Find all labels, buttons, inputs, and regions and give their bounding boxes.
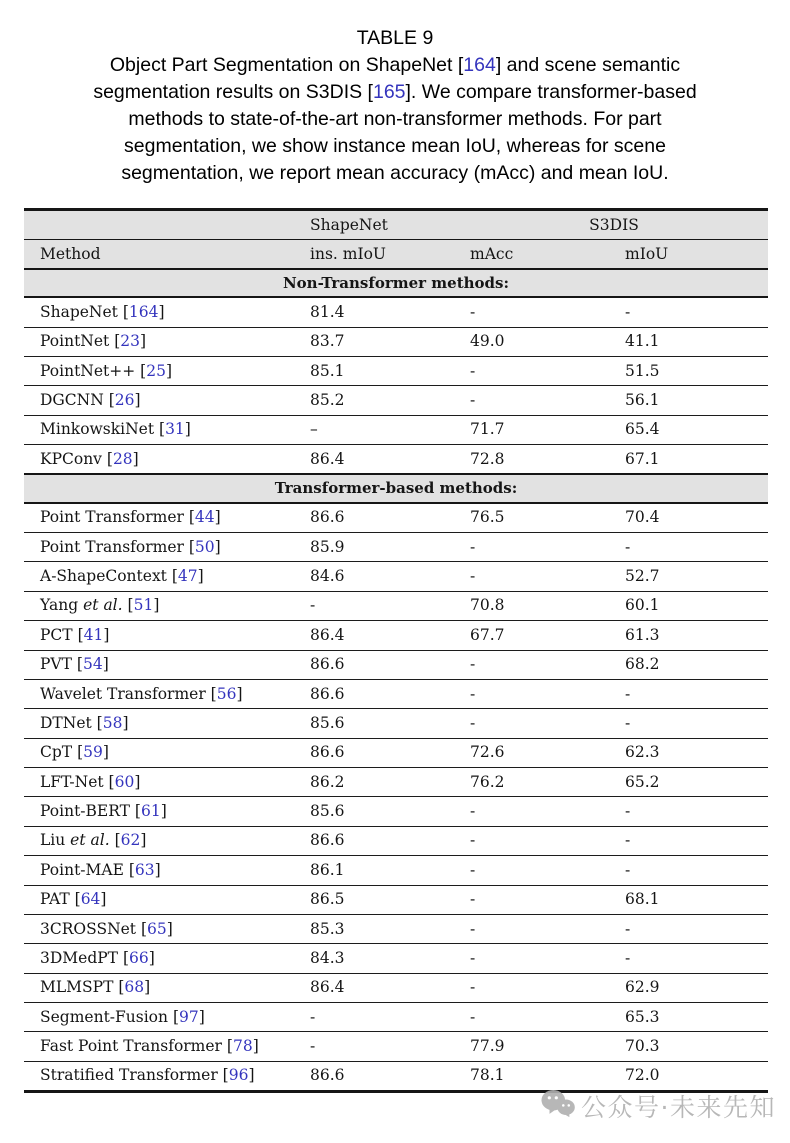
table-row (24, 768, 768, 797)
value-cell: 86.4 (300, 445, 460, 475)
value-cell: - (615, 533, 768, 562)
method-cell: Point-BERT [61] (24, 797, 300, 826)
value-cell: 85.1 (300, 356, 460, 385)
value-cell: - (300, 591, 460, 620)
table-head (24, 210, 768, 270)
value-cell: 65.3 (615, 1003, 768, 1032)
table-row (24, 973, 768, 1002)
value-cell: - (460, 914, 615, 943)
method-cell: CpT [59] (24, 738, 300, 767)
value-cell: 83.7 (300, 327, 460, 356)
table-row (24, 621, 768, 650)
watermark-text: 公众号·未来先知 (581, 1093, 776, 1122)
value-cell: - (460, 826, 615, 855)
method-cell: Point Transformer [44] (24, 503, 300, 533)
value-cell: 49.0 (460, 327, 615, 356)
table-row (24, 826, 768, 855)
watermark (541, 1088, 776, 1124)
value-cell: 68.2 (615, 650, 768, 679)
method-etal: et al. (70, 831, 110, 850)
table-row (24, 856, 768, 885)
method-cell: Wavelet Transformer [56] (24, 679, 300, 708)
value-cell: 86.1 (300, 856, 460, 885)
value-cell: - (460, 297, 615, 327)
value-cell: 68.1 (615, 885, 768, 914)
method-cell: Segment-Fusion [97] (24, 1003, 300, 1032)
method-cell: DTNet [58] (24, 709, 300, 738)
table-row (24, 297, 768, 327)
citation-link[interactable]: 26 (114, 391, 135, 409)
citation-link[interactable]: 68 (124, 978, 145, 997)
method-cell: PAT [64] (24, 885, 300, 914)
citation-link[interactable]: 51 (133, 596, 154, 615)
table-caption (11, 25, 779, 187)
method-cell: 3CROSSNet [65] (24, 914, 300, 943)
section-title: Transformer-based methods: (24, 474, 768, 502)
citation-link[interactable]: 59 (83, 743, 103, 762)
method-cell: PointNet [23] (24, 327, 300, 356)
table-row (24, 797, 768, 826)
method-cell: PVT [54] (24, 650, 300, 679)
value-cell: 67.7 (460, 621, 615, 650)
citation-link[interactable]: 64 (80, 890, 101, 909)
citation-link[interactable]: 50 (194, 537, 215, 556)
value-cell: 86.4 (300, 973, 460, 1002)
value-cell: 70.3 (615, 1032, 768, 1061)
value-cell: 41.1 (615, 327, 768, 356)
value-cell: 86.6 (300, 503, 460, 533)
value-cell: - (460, 562, 615, 591)
column-header-ins-miou: ins. mIoU (300, 240, 460, 270)
citation-link[interactable]: 41 (83, 625, 104, 644)
table-row (24, 591, 768, 620)
table-row (24, 944, 768, 973)
table-row (24, 356, 768, 385)
method-cell: Liu et al. [62] (24, 826, 300, 855)
citation-link[interactable]: 165 (372, 81, 406, 103)
value-cell: - (615, 944, 768, 973)
value-cell: - (460, 533, 615, 562)
value-cell: 62.9 (615, 973, 768, 1002)
caption-text (11, 52, 779, 187)
section-title: Non-Transformer methods: (24, 269, 768, 297)
group-header-empty (24, 210, 300, 240)
method-cell: Stratified Transformer [96] (24, 1061, 300, 1091)
method-cell: KPConv [28] (24, 445, 300, 475)
value-cell: 84.3 (300, 944, 460, 973)
value-cell: - (615, 797, 768, 826)
value-cell: 60.1 (615, 591, 768, 620)
citation-link[interactable]: 66 (129, 948, 149, 967)
table-row (24, 386, 768, 415)
citation-link[interactable]: 65 (147, 919, 167, 938)
citation-link[interactable]: 62 (120, 831, 141, 850)
value-cell: 65.2 (615, 768, 768, 797)
method-cell: 3DMedPT [66] (24, 944, 300, 973)
method-etal: et al. (83, 596, 123, 615)
table-row (24, 562, 768, 591)
column-header-macc: mAcc (460, 240, 615, 270)
value-cell: - (615, 679, 768, 708)
group-header-shapenet: ShapeNet (300, 210, 460, 240)
value-cell: - (460, 856, 615, 885)
table-row (24, 327, 768, 356)
value-cell: 70.8 (460, 591, 615, 620)
value-cell: 81.4 (300, 297, 460, 327)
table-row (24, 533, 768, 562)
caption-line: Object Part Segmentation on ShapeNet [164] and scene semantic (109, 54, 681, 76)
value-cell: - (460, 356, 615, 385)
table-row (24, 914, 768, 943)
value-cell: 84.6 (300, 562, 460, 591)
value-cell: 61.3 (615, 621, 768, 650)
value-cell: - (460, 1003, 615, 1032)
value-cell: - (615, 914, 768, 943)
citation-link[interactable]: 60 (114, 772, 135, 791)
value-cell: 86.6 (300, 826, 460, 855)
table-number-label: TABLE 9 (356, 27, 434, 49)
value-cell: 51.5 (615, 356, 768, 385)
value-cell: 65.4 (615, 415, 768, 444)
method-cell: DGCNN [26] (24, 386, 300, 415)
value-cell: 71.7 (460, 415, 615, 444)
citation-link[interactable]: 44 (194, 508, 215, 527)
section-header-row (24, 269, 768, 297)
value-cell: - (460, 973, 615, 1002)
value-cell: 62.3 (615, 738, 768, 767)
value-cell: - (460, 650, 615, 679)
value-cell: - (615, 826, 768, 855)
value-cell: – (300, 415, 460, 444)
citation-link[interactable]: 78 (232, 1037, 253, 1056)
caption-line: methods to state-of-the-art non-transformer methods. For part (128, 108, 662, 130)
citation-link[interactable]: 58 (102, 713, 123, 732)
value-cell: - (615, 856, 768, 885)
method-cell: ShapeNet [164] (24, 297, 300, 327)
citation-link[interactable]: 61 (140, 802, 161, 821)
caption-line: segmentation, we report mean accuracy (mAcc) and mean IoU. (121, 162, 669, 184)
value-cell: - (460, 944, 615, 973)
wechat-icon (541, 1088, 575, 1124)
table-row (24, 1003, 768, 1032)
value-cell: 76.2 (460, 768, 615, 797)
value-cell: 77.9 (460, 1032, 615, 1061)
value-cell: 86.2 (300, 768, 460, 797)
caption-line: segmentation results on S3DIS [165]. We compare transformer-based (93, 81, 697, 103)
method-cell: MLMSPT [68] (24, 973, 300, 1002)
value-cell: 78.1 (460, 1061, 615, 1091)
value-cell: 76.5 (460, 503, 615, 533)
value-cell: - (300, 1003, 460, 1032)
value-cell: - (460, 709, 615, 738)
method-cell: A-ShapeContext [47] (24, 562, 300, 591)
method-cell: Fast Point Transformer [78] (24, 1032, 300, 1061)
section-header-row (24, 474, 768, 502)
table-row (24, 503, 768, 533)
value-cell: 85.3 (300, 914, 460, 943)
value-cell: 72.0 (615, 1061, 768, 1091)
citation-link[interactable]: 164 (463, 54, 496, 76)
citation-link[interactable]: 97 (179, 1007, 199, 1026)
method-cell: LFT-Net [60] (24, 768, 300, 797)
value-cell: - (460, 386, 615, 415)
results-table (24, 208, 768, 1093)
citation-link[interactable]: 63 (134, 860, 155, 879)
citation-link[interactable]: 96 (228, 1066, 249, 1085)
value-cell: 72.8 (460, 445, 615, 475)
citation-link[interactable]: 25 (146, 361, 166, 380)
value-cell: - (615, 709, 768, 738)
value-cell: - (300, 1032, 460, 1061)
table-body (24, 269, 768, 1092)
value-cell: - (460, 797, 615, 826)
value-cell: 67.1 (615, 445, 768, 475)
method-cell: MinkowskiNet [31] (24, 415, 300, 444)
group-header-s3dis: S3DIS (460, 210, 768, 240)
table-row (24, 415, 768, 444)
method-cell: Point-MAE [63] (24, 856, 300, 885)
value-cell: 85.6 (300, 709, 460, 738)
value-cell: 52.7 (615, 562, 768, 591)
citation-link[interactable]: 28 (112, 449, 133, 468)
value-cell: 85.6 (300, 797, 460, 826)
citation-link[interactable]: 23 (120, 332, 140, 351)
dataset-group-row (24, 210, 768, 240)
caption-line: segmentation, we show instance mean IoU, whereas for scene (124, 135, 666, 157)
value-cell: - (460, 679, 615, 708)
method-cell: Yang et al. [51] (24, 591, 300, 620)
table-row (24, 885, 768, 914)
value-cell: 86.6 (300, 679, 460, 708)
table-row (24, 445, 768, 475)
value-cell: 86.6 (300, 738, 460, 767)
value-cell: 56.1 (615, 386, 768, 415)
value-cell: 85.2 (300, 386, 460, 415)
column-header-row (24, 240, 768, 270)
column-header-method: Method (24, 240, 300, 270)
table-row (24, 738, 768, 767)
citation-link[interactable]: 54 (82, 655, 103, 674)
value-cell: - (460, 885, 615, 914)
value-cell: 86.5 (300, 885, 460, 914)
table-row (24, 709, 768, 738)
value-cell: 86.4 (300, 621, 460, 650)
method-cell: PointNet++ [25] (24, 356, 300, 385)
value-cell: 86.6 (300, 650, 460, 679)
value-cell: 72.6 (460, 738, 615, 767)
value-cell: 85.9 (300, 533, 460, 562)
value-cell: - (615, 297, 768, 327)
citation-link[interactable]: 56 (216, 684, 237, 703)
citation-link[interactable]: 47 (177, 567, 198, 586)
value-cell: 86.6 (300, 1061, 460, 1091)
table-row (24, 650, 768, 679)
citation-link[interactable]: 31 (165, 420, 185, 439)
value-cell: 70.4 (615, 503, 768, 533)
column-header-miou: mIoU (615, 240, 768, 270)
method-cell: Point Transformer [50] (24, 533, 300, 562)
citation-link[interactable]: 164 (128, 302, 159, 321)
table-row (24, 679, 768, 708)
method-cell: PCT [41] (24, 621, 300, 650)
table-row (24, 1032, 768, 1061)
